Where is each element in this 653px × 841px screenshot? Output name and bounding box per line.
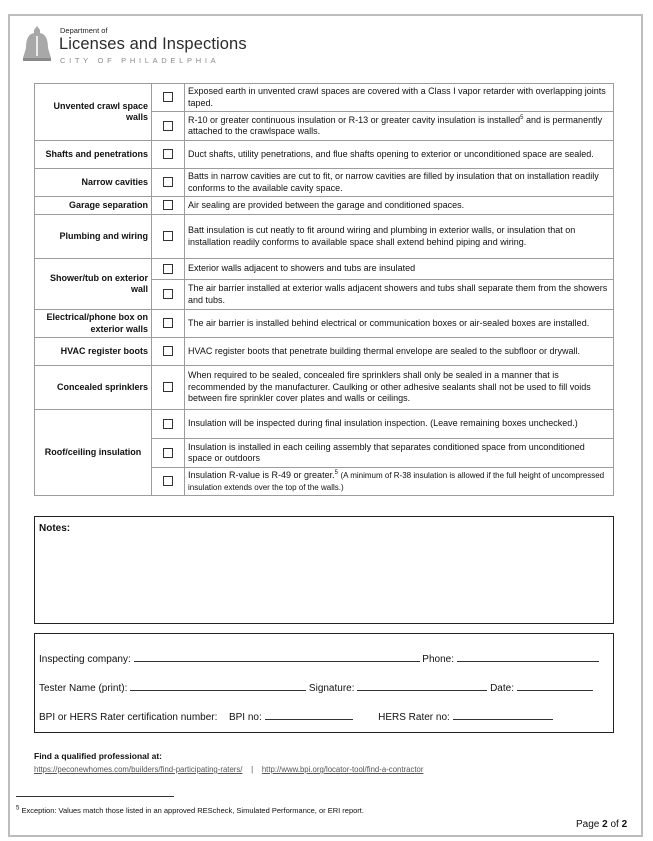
item-text: Exterior walls adjacent to showers and tubs are insulated — [185, 259, 614, 280]
checkbox[interactable] — [163, 177, 173, 187]
checkbox[interactable] — [163, 382, 173, 392]
item-text: When required to be sealed, concealed fire sprinklers shall only be sealed in a manner that is recommended by the manufacturer. Caulking or other adhesive sealants shall not be used to fill voids between fire sprinkler cover plates and walls or ceilings. — [185, 366, 614, 410]
footnote: $^5$ Exception: Values match those listed in an approved REScheck, Simulated Performance, or ERI report. — [16, 805, 364, 815]
bpi-field[interactable] — [265, 710, 353, 720]
tester-field[interactable] — [130, 681, 306, 691]
inspection-checklist — [34, 83, 614, 496]
table-row — [35, 410, 614, 439]
category-sprinklers: Concealed sprinklers — [35, 366, 152, 410]
department-logo — [20, 22, 250, 70]
inspector-info-box — [34, 633, 614, 733]
notes-box[interactable] — [34, 516, 614, 624]
category-garage: Garage separation — [35, 197, 152, 215]
link-separator: | — [251, 765, 254, 774]
pecone-link[interactable]: https://peconewhomes.com/builders/find-participating-raters/ — [34, 765, 243, 774]
cert-label: BPI or HERS Rater certification number: — [39, 712, 218, 723]
item-text: Insulation will be inspected during final insulation inspection. (Leave remaining boxes unchecked.) — [185, 410, 614, 439]
checkbox[interactable] — [163, 200, 173, 210]
phone-field[interactable] — [457, 652, 599, 662]
city-label: CITY OF PHILADELPHIA — [60, 56, 220, 65]
category-narrow: Narrow cavities — [35, 169, 152, 197]
item-text: The air barrier is installed behind electrical or communication boxes or air-sealed boxes are installed. — [185, 310, 614, 338]
tester-row — [39, 681, 593, 694]
checkbox[interactable] — [163, 419, 173, 429]
item-text: HVAC register boots that penetrate building thermal envelope are sealed to the subfloor or drywall. — [185, 338, 614, 366]
table-row — [35, 215, 614, 259]
item-text: Batts in narrow cavities are cut to fit, or narrow cavities are filled by insulation that on installation readily conforms to the available cavity space. — [185, 169, 614, 197]
date-label: Date: — [490, 683, 514, 694]
checkbox[interactable] — [163, 264, 173, 274]
category-shower: Shower/tub on exterior wall — [35, 259, 152, 310]
find-title: Find a qualified professional at: — [34, 751, 162, 761]
find-professional-section — [34, 751, 423, 774]
notes-label: Notes: — [39, 523, 71, 534]
checkbox[interactable] — [163, 346, 173, 356]
category-plumbing: Plumbing and wiring — [35, 215, 152, 259]
category-shafts: Shafts and penetrations — [35, 141, 152, 169]
table-row — [35, 84, 614, 112]
checkbox[interactable] — [163, 289, 173, 299]
item-text: R-10 or greater continuous insulation or R-13 or greater cavity insulation is installed$^5$ and is permanently attached to the crawlspace walls. — [185, 112, 614, 141]
checkbox[interactable] — [163, 448, 173, 458]
checkbox[interactable] — [163, 121, 173, 131]
item-text: Air sealing are provided between the garage and conditioned spaces. — [185, 197, 614, 215]
category-roof: Roof/ceiling insulation — [35, 410, 152, 496]
department-label: Department of — [60, 26, 108, 35]
signature-field[interactable] — [357, 681, 487, 691]
tester-label: Tester Name (print): — [39, 683, 128, 694]
category-electrical: Electrical/phone box on exterior walls — [35, 310, 152, 338]
footnote-divider — [16, 796, 174, 797]
company-row — [39, 652, 599, 665]
table-row — [35, 197, 614, 215]
bpi-link[interactable]: http://www.bpi.org/locator-tool/find-a-contractor — [261, 765, 424, 774]
checkbox[interactable] — [163, 476, 173, 486]
table-row — [35, 141, 614, 169]
certification-row — [39, 710, 553, 723]
signature-label: Signature: — [308, 683, 355, 694]
page-number: Page 2 of 2 — [576, 819, 628, 830]
bpi-label: BPI no: — [228, 712, 262, 723]
item-text: The air barrier installed at exterior walls adjacent showers and tubs shall separate them from the showers and tubs. — [185, 280, 614, 310]
phone-label: Phone: — [422, 654, 454, 665]
item-text: Batt insulation is cut neatly to fit around wiring and plumbing in exterior walls, or insulation that on installation readily conforms to available space shall extend behind piping and wiring. — [185, 215, 614, 259]
checkbox[interactable] — [163, 92, 173, 102]
table-row — [35, 366, 614, 410]
table-row — [35, 338, 614, 366]
checkbox[interactable] — [163, 231, 173, 241]
category-hvac: HVAC register boots — [35, 338, 152, 366]
liberty-bell-icon — [20, 24, 54, 64]
checkbox[interactable] — [163, 318, 173, 328]
date-field[interactable] — [517, 681, 593, 691]
company-label: Inspecting company: — [39, 654, 131, 665]
item-text: Duct shafts, utility penetrations, and flue shafts opening to exterior or unconditioned space are sealed. — [185, 141, 614, 169]
checkbox[interactable] — [163, 149, 173, 159]
department-title: Licenses and Inspections — [59, 35, 247, 53]
company-field[interactable] — [134, 652, 420, 662]
hers-field[interactable] — [453, 710, 553, 720]
item-text: Insulation is installed in each ceiling assembly that separates conditioned space from unconditioned space or outdoors — [185, 439, 614, 468]
table-row — [35, 259, 614, 280]
item-text: Insulation R-value is R-49 or greater.$^5$ (A minimum of R-38 insulation is allowed if the full height of uncompressed insulation extends over the top of the walls.) — [185, 468, 614, 496]
category-unvented-crawl: Unvented crawl space walls — [35, 84, 152, 141]
table-row — [35, 169, 614, 197]
hers-label: HERS Rater no: — [378, 712, 450, 723]
table-row — [35, 310, 614, 338]
item-text: Exposed earth in unvented crawl spaces are covered with a Class I vapor retarder with overlapping joints taped. — [185, 84, 614, 112]
find-links — [34, 765, 423, 774]
